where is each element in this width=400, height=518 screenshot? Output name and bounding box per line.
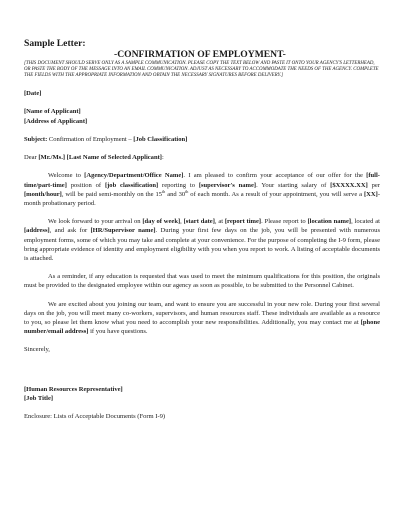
closing: Sincerely, [24,346,50,354]
text-span: . During your first few days on the job, you will be presented with numerous employment forms, some of which you may take and complete at your convenience. For the purpose of completing the I-9 form, please bring appropriate evidence of identity and employment eligibility with you when you report to work. A listing of acceptable documents is attached. [24,227,380,262]
subject-text: Confirmation of Employment – [47,135,134,143]
paragraph-welcome-team [24,300,380,337]
applicant-address: [Address of Applicant] [24,117,88,125]
contact-field: [phone number/email address] [24,318,380,336]
salutation-text: Dear [24,154,39,162]
ordinal-suffix: th [185,188,189,194]
salutation-colon: : [161,154,164,162]
paragraph-reminder: As a reminder, if any education is requested that was used to meet the minimum qualifications for this position, the originals must be provided to the designated employee within our agency as soon as possible, to be submitted to the Personnel Cabinet. [24,273,380,290]
paragraph-arrival [24,217,380,263]
paragraph-welcome [24,171,380,208]
salary-field: [$XXXX.XX] [330,181,368,189]
subject-label: Subject: [24,135,48,143]
text-span: reporting to [158,181,199,189]
enclosure-line: Enclosure: Lists of Acceptable Documents (Form I-9) [24,412,166,420]
text-span: . I am pleased to confirm your acceptance of our offer for the [183,172,367,180]
text-span: per [367,181,380,189]
applicant-name: [Name of Applicant] [24,108,81,116]
text-span: , will be paid semi-monthly on the 15 [61,190,163,198]
address-field: [address] [24,227,50,235]
start-date-field: [start date] [183,218,215,226]
job-classification-field: [job classification] [104,181,159,189]
text-span: , at [214,218,225,226]
subject-line [24,135,380,144]
text-span: . Please report to [261,218,308,226]
document-title: -CONFIRMATION OF EMPLOYMENT- [114,49,286,60]
pay-period-field: [month/hour] [24,190,62,198]
text-span: if you have questions. [88,328,148,336]
text-span: and 30 [165,190,186,198]
text-span: , [180,218,184,226]
salutation-field: [Mr./Ms.] [Last Name of Selected Applicant] [38,154,162,162]
text-span: of each month. As a result of your appointment, you will serve a [188,190,364,198]
subject-field: [Job Classification] [133,135,188,143]
text-span: position of [66,181,105,189]
ordinal-suffix: th [162,188,166,194]
employment-type-field: [full-time/part-time] [24,172,380,189]
supervisor-field: [supervisor's name] [198,181,257,189]
instruction-note: [THIS DOCUMENT SHOULD SERVE ONLY AS A SAMPLE COMMUNICATION. PLEASE COPY THE TEXT BELOW AND PASTE IT ONTO YOUR AGENCY'S LETTERHEAD, OR PASTE THE BODY OF THE MESSAGE INTO AN EMAIL COMMUNICATION. ADJUST AS NECESSARY TO ACCOMMODATE THE NEEDS OF THE AGENCY. COMPLETE THE FIELDS WITH THE APPROPRIATE INFORMATION AND OBTAIN THE NECESSARY SIGNATURES BEFORE DELIVERY.] [24,61,379,79]
text-span: We look forward to your arrival on [48,218,143,226]
agency-field: [Agency/Department/Office Name] [84,172,184,180]
signer-title: [Job Title] [24,394,54,402]
text-span: , located at [351,218,380,226]
contact-name-field: [HR/Supervisor name] [90,227,156,235]
heading: Sample Letter: [24,38,86,49]
report-time-field: [report time] [224,218,262,226]
text-span: -month probationary period. [24,190,380,207]
location-field: [location name] [307,218,352,226]
signature-block [24,385,380,403]
text-span: . Your starting salary of [256,181,331,189]
text-span: Welcome to [48,172,85,180]
applicant-block [24,107,380,125]
probation-months-field: [XX] [363,190,378,198]
day-field: [day of week] [142,218,181,226]
text-span: We are excited about you joining our team, and want to ensure you are successful in your new role. During your first several days on the job, you will meet many co-workers, supervisors, and human resources staff. These individuals are available as a resource to you, so please let them know what you need to accomplish your new responsibilities. Additionally, you may contact me at [24,300,380,326]
salutation [24,153,380,162]
signer-name: [Human Resources Representative] [24,385,123,393]
date-field: [Date] [24,90,42,98]
text-span: , and ask for [49,227,91,235]
letter-page [24,38,380,421]
